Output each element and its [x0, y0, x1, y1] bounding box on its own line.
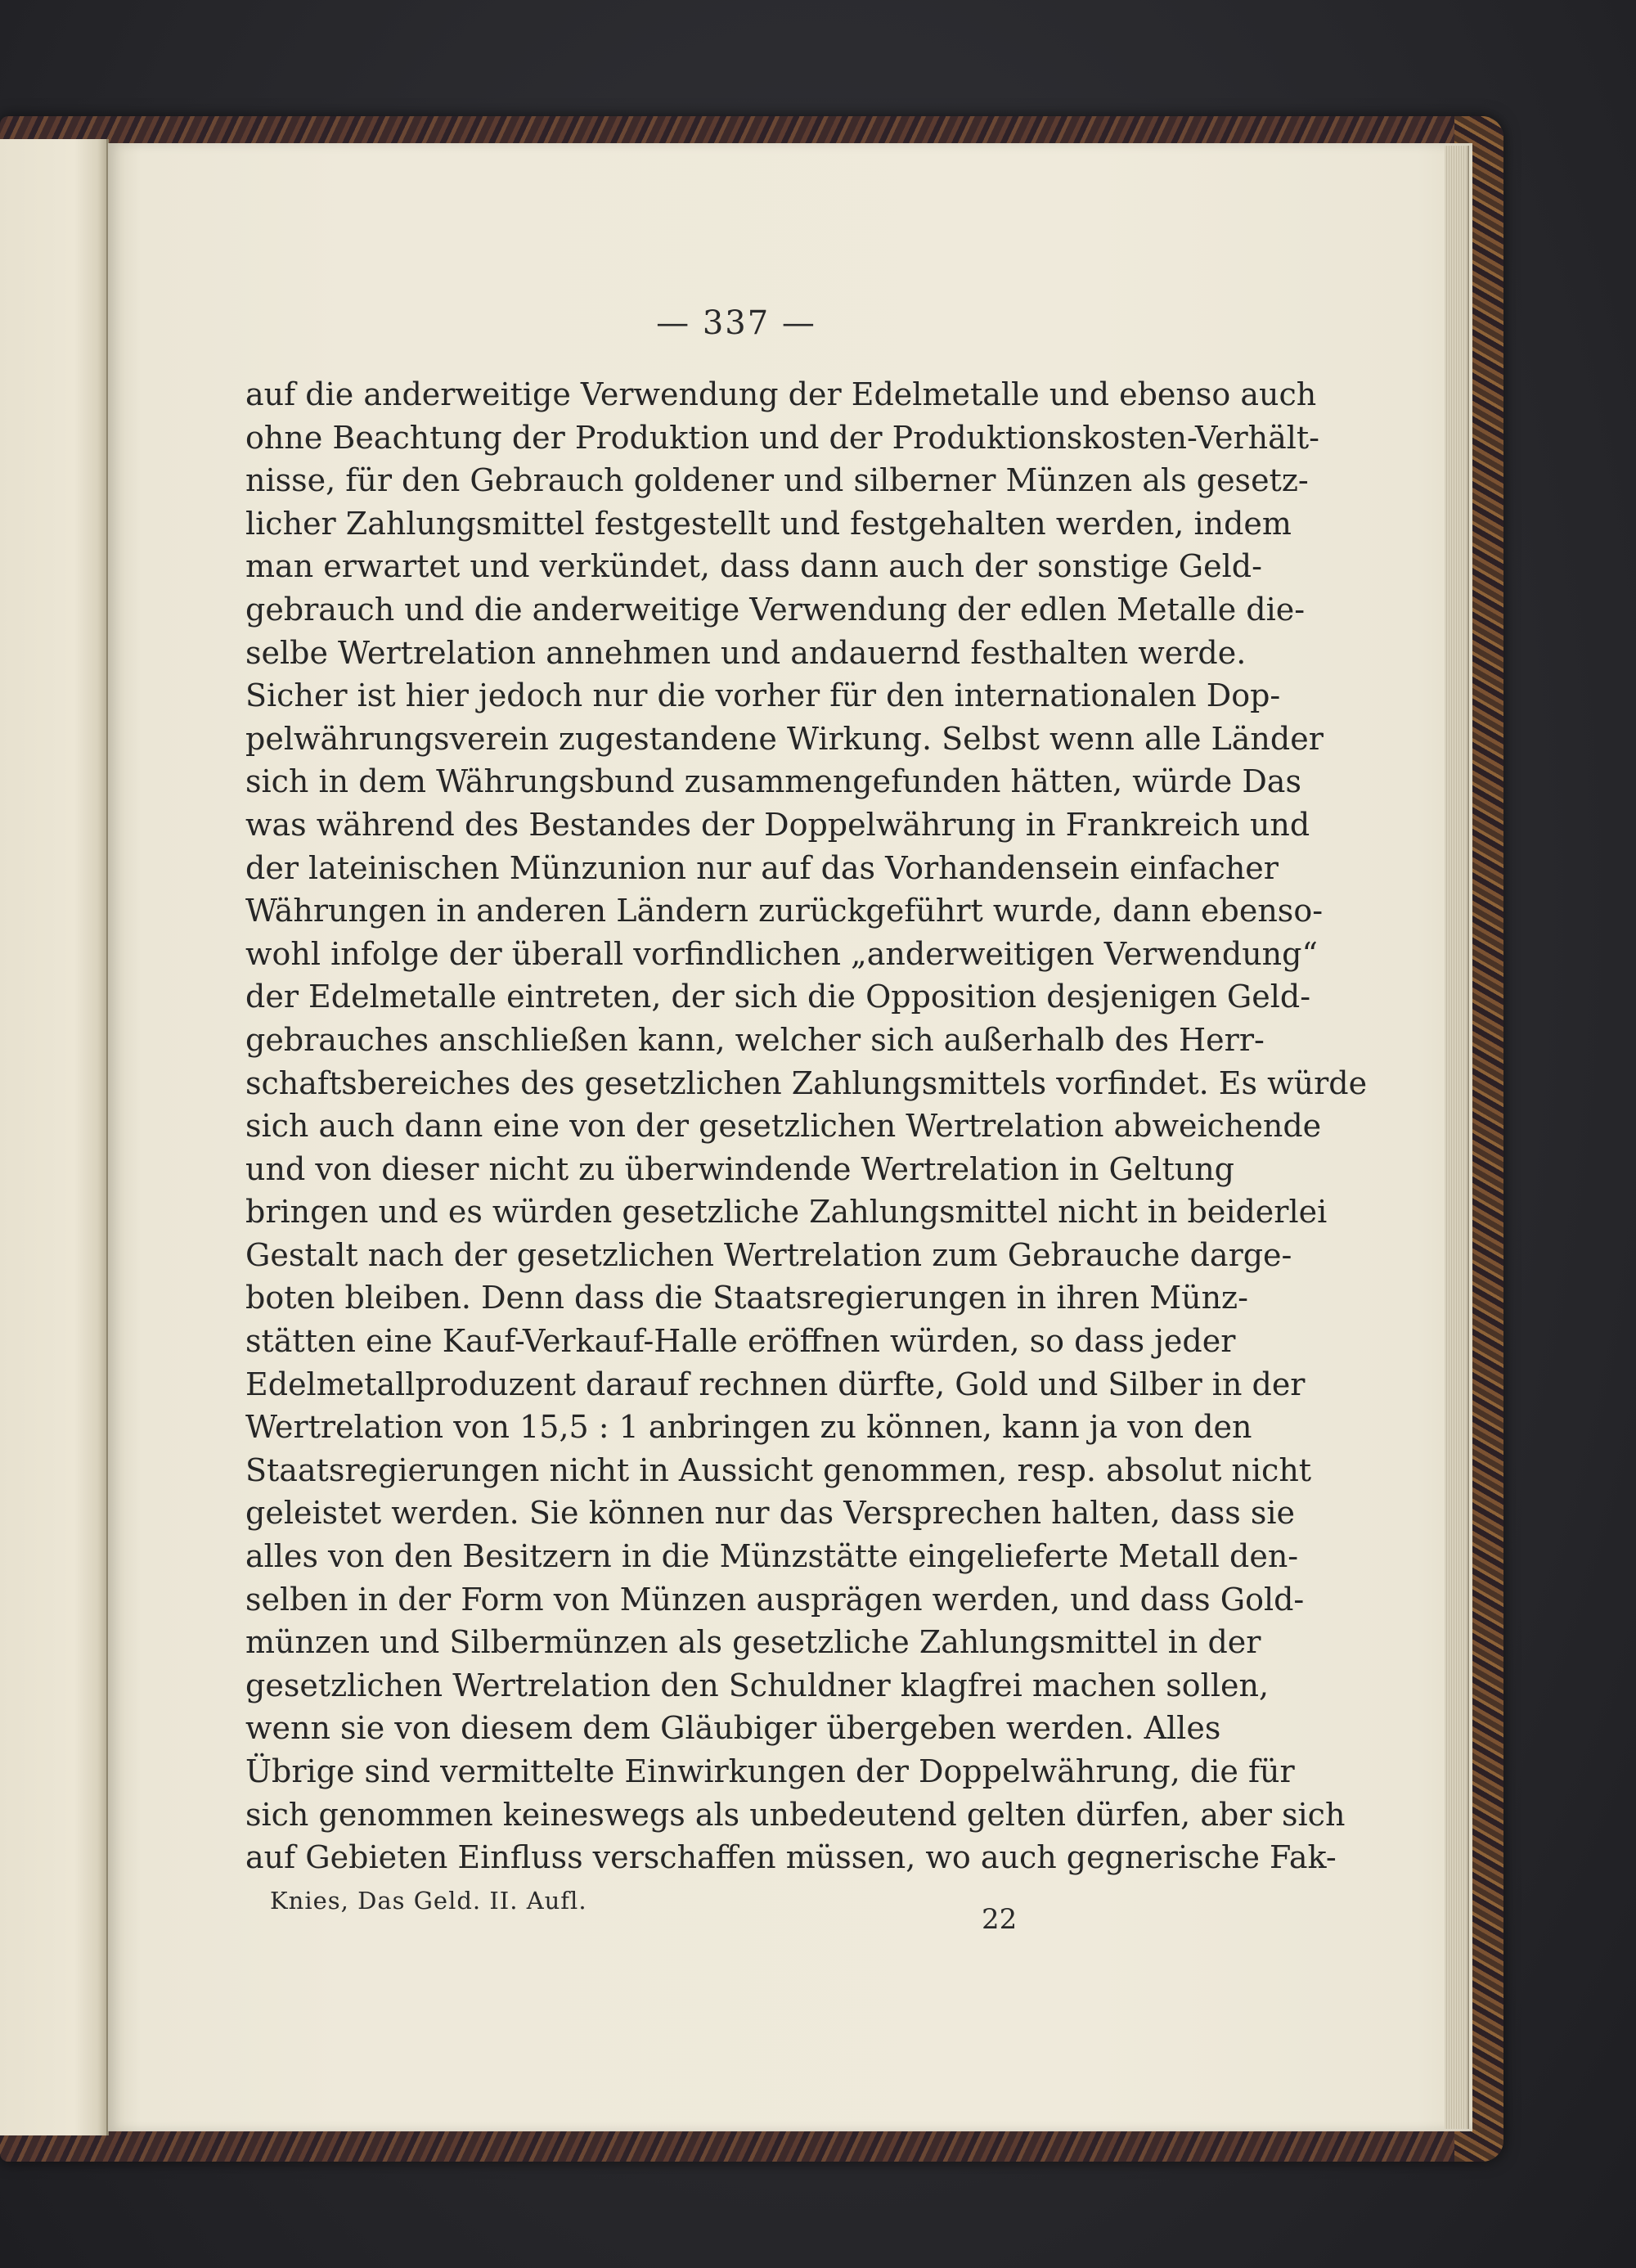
text-line: bringen und es würden gesetzliche Zahlungsmittel nicht in beiderlei — [245, 1194, 1328, 1231]
text-line: der lateinischen Münzunion nur auf das Vorhandensein einfacher — [245, 849, 1279, 886]
text-line: was während des Bestandes der Doppelwährung in Frankreich und — [245, 806, 1310, 843]
text-line: schaftsbereiches des gesetzlichen Zahlungsmittels vorfindet. Es würde — [245, 1064, 1368, 1101]
footer-signature-mark: 22 — [982, 1903, 1018, 1936]
text-line: der Edelmetalle eintreten, der sich die Opposition desjenigen Geld- — [245, 979, 1311, 1015]
text-line: selben in der Form von Münzen ausprägen werden, und dass Gold- — [245, 1581, 1305, 1618]
text-line: Gestalt nach der gesetzlichen Wertrelation zum Gebrauche darge- — [245, 1236, 1292, 1273]
text-line: Währungen in anderen Ländern zurückgeführt wurde, dann ebenso- — [245, 893, 1324, 929]
text-line: selbe Wertrelation annehmen und andauernd festhalten werde. — [245, 634, 1247, 671]
text-line: licher Zahlungsmittel festgestellt und festgehalten werden, indem — [245, 505, 1292, 542]
text-line: münzen und Silbermünzen als gesetzliche Zahlungsmittel in der — [245, 1624, 1261, 1661]
text-line: Staatsregierungen nicht in Aussicht genommen, resp. absolut nicht — [245, 1451, 1312, 1488]
text-line: ohne Beachtung der Produktion und der Produktionskosten-Verhält- — [245, 419, 1320, 456]
text-line: gesetzlichen Wertrelation den Schuldner klagfrei machen sollen, — [245, 1667, 1270, 1703]
text-line: Wertrelation von 15,5 : 1 anbringen zu können, kann ja von den — [245, 1409, 1252, 1446]
text-line: wenn sie von diesem dem Gläubiger übergeben werden. Alles — [245, 1710, 1221, 1747]
text-line: sich genommen keineswegs als unbedeutend gelten dürfen, aber sich — [245, 1796, 1346, 1833]
text-line: stätten eine Kauf-Verkauf-Halle eröffnen würden, so dass jeder — [245, 1323, 1236, 1360]
text-line: alles von den Besitzern in die Münzstätte eingelieferte Metall den- — [245, 1538, 1299, 1575]
left-page-edge — [0, 139, 109, 2135]
text-line: boten bleiben. Denn dass die Staatsregierungen in ihren Münz- — [245, 1280, 1248, 1316]
text-line: gebrauch und die anderweitige Verwendung der edlen Metalle die- — [245, 591, 1306, 628]
page-number: — 337 — — [656, 304, 816, 342]
text-line: und von dieser nicht zu überwindende Wertrelation in Geltung — [245, 1150, 1234, 1187]
body-text — [245, 373, 1368, 1879]
text-line: auf die anderweitige Verwendung der Edelmetalle und ebenso auch — [245, 376, 1317, 412]
text-line: auf Gebieten Einfluss verschaffen müssen, wo auch gegnerische Fak- — [245, 1839, 1337, 1876]
footer-book-reference: Knies, Das Geld. II. Aufl. — [270, 1887, 587, 1915]
text-line: pelwährungsverein zugestandene Wirkung. Selbst wenn alle Länder — [245, 720, 1324, 757]
text-line: sich in dem Währungsbund zusammengefunden hätten, würde Das — [245, 763, 1301, 800]
text-line: man erwartet und verkündet, dass dann auch der sonstige Geld- — [245, 548, 1262, 585]
page-stack-edges — [1445, 146, 1469, 2129]
text-line: Sicher ist hier jedoch nur die vorher für den internationalen Dop- — [245, 677, 1281, 714]
text-line: geleistet werden. Sie können nur das Versprechen halten, dass sie — [245, 1495, 1296, 1532]
text-line: nisse, für den Gebrauch goldener und silberner Münzen als gesetz- — [245, 462, 1309, 499]
text-line: wohl infolge der überall vorfindlichen „anderweitigen Verwendung“ — [245, 935, 1318, 972]
text-line: Übrige sind vermittelte Einwirkungen der Doppelwährung, die für — [245, 1753, 1295, 1789]
text-line: sich auch dann eine von der gesetzlichen Wertrelation abweichende — [245, 1108, 1322, 1145]
text-line: Edelmetallproduzent darauf rechnen dürfte, Gold und Silber in der — [245, 1366, 1306, 1402]
text-line: gebrauches anschließen kann, welcher sich außerhalb des Herr- — [245, 1021, 1265, 1058]
